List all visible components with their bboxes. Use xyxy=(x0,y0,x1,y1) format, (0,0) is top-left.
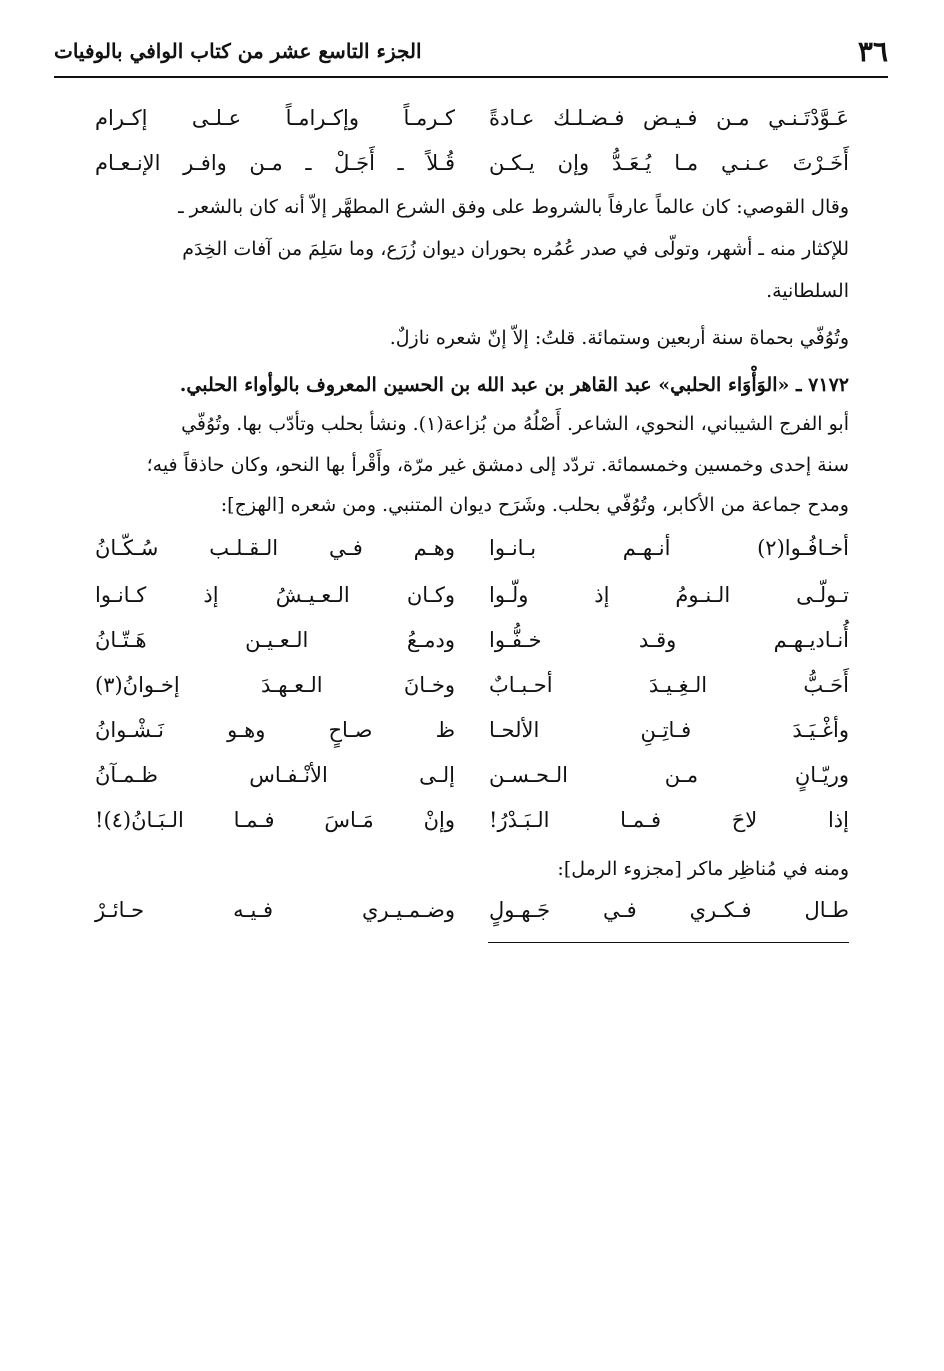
verse-first-hemistich: وأغْـيَـدَ فـاتِـنِ الألحـا xyxy=(489,718,849,742)
verse-line xyxy=(95,890,849,930)
verse-second-hemistich: قُـلاً ـ أَجَـلْ ـ مـن وافـر الإنـعـام xyxy=(95,151,455,175)
verse-line xyxy=(95,98,849,138)
verse-first-hemistich: عَـوَّدْتَـنـي مـن فـيـض فـضـلـك عـادةً xyxy=(489,106,849,130)
verse-second-hemistich: وخـانَ الـعـهـدَ إخـوانُ(٣) xyxy=(95,673,455,697)
verse-line xyxy=(95,710,849,750)
page-number: ٣٦ xyxy=(857,34,888,68)
verse-line xyxy=(95,665,849,705)
verse-second-hemistich: ودمـعُ الـعـيـن هَـتّـانُ xyxy=(95,628,455,652)
header-rule xyxy=(54,76,888,78)
verse-second-hemistich: ظ صـاحٍ وهـو نَـشْـوانُ xyxy=(95,718,455,742)
body-line: وقال القوصي: كان عالماً عارفاً بالشروط على وفق الشرع المطهَّر إلاّ أنه كان بالشعر ـ xyxy=(178,196,849,218)
verse-first-hemistich: أَحَـبُّ الـغِـيـدَ أحـبـابٌ xyxy=(489,673,849,697)
verse-first-hemistich: أَخَـرْتَ عـنـي مـا يُـعَـدُّ وإن يـكـن xyxy=(489,151,849,175)
verse-line xyxy=(95,800,849,840)
verse-first-hemistich: وريّـانٍ مـن الـحـسـن xyxy=(489,763,849,787)
verse-line xyxy=(95,528,849,568)
verse-second-hemistich: وإنْ مَـاسَ فـمـا الـبَـانُ(٤)! xyxy=(95,808,455,832)
verse-line xyxy=(95,143,849,183)
body-line: ومدح جماعة من الأكابر، وتُوُفّي بحلب. وشَرَح ديوان المتنبي. ومن شعره [الهزج]: xyxy=(220,494,849,516)
verse-second-hemistich: إلـى الأنْـفـاس ظـمـآنُ xyxy=(95,763,455,787)
entry-heading: ٧١٧٢ ـ «الوَأْوَاء الحلبي» عبد القاهر بن عبد الله بن الحسين المعروف بالوأواء الحلبي. xyxy=(179,374,849,396)
verse-line xyxy=(95,575,849,615)
verse-second-hemistich: وهـم فـي الـقـلـب سُـكّـانُ xyxy=(95,536,455,560)
footnote-separator xyxy=(488,942,849,943)
running-title: الجزء التاسع عشر من كتاب الوافي بالوفيات xyxy=(54,39,422,63)
verse-second-hemistich: وضـمـيـري فـيـه حـائـرْ xyxy=(95,898,455,922)
verse-first-hemistich: أُنـاديـهـم وقـد خـفُّـوا xyxy=(489,628,849,652)
body-line: السلطانية. xyxy=(766,280,849,302)
verse-first-hemistich: إذا لاحَ فـمـا الـبَـدْرُ! xyxy=(489,808,849,832)
body-line: أبو الفرج الشيباني، النحوي، الشاعر. أَصْلُهُ من بُزاعة(١). ونشأ بحلب وتأدّب بها. وتُوُفّي xyxy=(181,413,849,435)
body-line: للإكثار منه ـ أشهر، وتولّى في صدر عُمُره بحوران ديوان زُرَع، وما سَلِمَ من آفات الخِدَم xyxy=(182,238,849,260)
verse-first-hemistich: أخـافُـوا(٢) أنـهـم بـانـوا xyxy=(489,536,849,560)
body-line: وتُوُفّي بحماة سنة أربعين وستمائة. قلتُ: إلاّ إنّ شعره نازلٌ. xyxy=(389,327,849,349)
running-header xyxy=(54,28,888,74)
verse-line xyxy=(95,620,849,660)
body-line: سنة إحدى وخمسين وخمسمائة. تردّد إلى دمشق غير مرّة، وأَقْرأ بها النحو، وكان حاذقاً فيه؛ xyxy=(146,454,849,476)
verse-first-hemistich: تـولّـى الـنـومُ إذ ولّـوا xyxy=(489,583,849,607)
body-line: ومنه في مُناظِر ماكر [مجزوء الرمل]: xyxy=(557,858,849,880)
verse-first-hemistich: طـال فـكـري فـي جَـهـولٍ xyxy=(489,898,849,922)
verse-second-hemistich: كـرمـاً وإكـرامـاً عـلـى إكـرام xyxy=(95,106,455,130)
verse-second-hemistich: وكـان الـعـيـشُ إذ كـانـوا xyxy=(95,583,455,607)
verse-line xyxy=(95,755,849,795)
